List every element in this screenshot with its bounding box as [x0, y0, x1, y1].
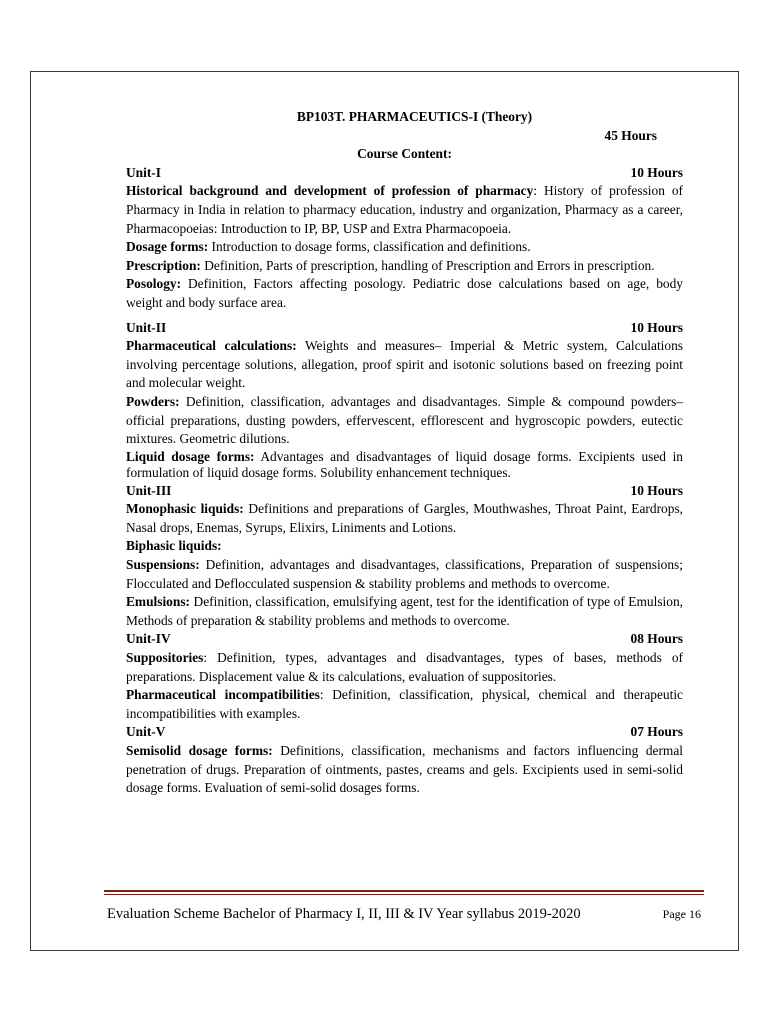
topic-paragraph	[126, 393, 683, 449]
topic-heading: Powders:	[126, 393, 180, 409]
unit-name: Unit-V	[126, 724, 166, 740]
topic-text: Introduction to dosage forms, classification and definitions.	[208, 239, 531, 255]
topic-heading: Suspensions:	[126, 557, 200, 573]
topic-heading: Pharmaceutical incompatibilities	[126, 687, 320, 703]
topic-heading: Historical background and development of profession of pharmacy	[126, 183, 534, 199]
topic-paragraph	[126, 500, 683, 537]
footer-rule	[104, 890, 704, 892]
footer-scheme-text: Evaluation Scheme Bachelor of Pharmacy I, II, III & IV Year syllabus 2019-2020	[107, 906, 581, 922]
unit-hours: 07 Hours	[630, 724, 683, 740]
topic-text: : Definition, types, advantages and disadvantages, types of bases, methods of preparations. Displacement value & its calculations, evaluation of suppositories.	[126, 650, 683, 684]
topic-heading: Pharmaceutical calculations:	[126, 338, 297, 354]
topic-heading: Prescription:	[126, 257, 201, 273]
unit-name: Unit-II	[126, 319, 167, 335]
topic-text: Weights and measures– Imperial & Metric system, Calculations involving percentage solutions, allegation, proof spirit and isotonic solutions based on freezing point and molecular weight.	[126, 338, 683, 391]
topic-paragraph	[126, 257, 683, 276]
unit-hours: 08 Hours	[630, 631, 683, 647]
topic-text: Definition, Parts of prescription, handling of Prescription and Errors in prescription.	[200, 257, 655, 273]
unit-header	[126, 723, 683, 742]
topic-paragraph	[126, 556, 683, 593]
topic-heading: Posology:	[126, 276, 182, 292]
topic-paragraph	[126, 649, 683, 686]
topic-heading: Biphasic liquids:	[126, 538, 222, 554]
topic-text: : History of profession of Pharmacy in India in relation to pharmacy education, industry and organization, Pharmacy as a career, Pharmacopoeias: Introduction to IP, BP, USP and Extra Pharmacopoeia.	[126, 183, 683, 236]
unit-header	[126, 164, 683, 183]
page-footer	[107, 906, 701, 923]
topic-heading: Monophasic liquids:	[126, 501, 244, 517]
unit-header	[126, 630, 683, 649]
unit-name: Unit-I	[126, 164, 161, 180]
topic-text: Definition, advantages and disadvantages, classifications, Preparation of suspensions; Flocculated and Deflocculated suspension & stability problems and methods to overcome.	[126, 557, 683, 591]
unit-header	[126, 319, 683, 338]
unit-hours: 10 Hours	[630, 482, 683, 498]
unit-name: Unit-III	[126, 482, 172, 498]
topic-text: Definitions and preparations of Gargles, Mouthwashes, Throat Paint, Eardrops, Nasal drops, Enemas, Syrups, Elixirs, Liniments and Lotions.	[126, 501, 683, 535]
unit-hours: 10 Hours	[630, 164, 683, 180]
course-content-heading: Course Content:	[357, 146, 452, 162]
topic-paragraph	[126, 449, 683, 482]
footer-rule	[104, 894, 704, 895]
topic-paragraph	[126, 742, 683, 798]
topic-paragraph	[126, 238, 683, 257]
topic-text: Definition, classification, emulsifying agent, test for the identification of type of Emulsion, Methods of preparation & stability problems and methods to overcome.	[126, 594, 683, 628]
topic-paragraph	[126, 275, 683, 312]
syllabus-content	[126, 108, 683, 798]
topic-text: Definition, classification, advantages and disadvantages. Simple & compound powders– official preparations, dusting powders, effervescent, efflorescent and hygroscopic powders, eutectic mixtures. Geometric dilutions.	[126, 393, 683, 447]
topic-paragraph	[126, 337, 683, 393]
topic-paragraph	[126, 686, 683, 723]
topic-heading: Semisolid dosage forms:	[126, 743, 273, 758]
topic-heading: Liquid dosage forms:	[126, 448, 255, 464]
topic-text: Advantages and disadvantages of liquid dosage forms. Excipients used in formulation of liquid dosage forms. Solubility enhancement techniques.	[126, 448, 683, 481]
topic-text: : Definition, classification, physical, chemical and therapeutic incompatibilities with examples.	[126, 687, 683, 721]
topic-heading: Emulsions:	[126, 594, 190, 610]
topic-paragraph	[126, 182, 683, 238]
topic-heading: Suppositories	[126, 650, 204, 666]
unit-hours: 10 Hours	[630, 319, 683, 335]
topic-text: Definitions, classification, mechanisms and factors influencing dermal penetration of drugs. Preparation of ointments, pastes, creams and gels. Excipients used in semi-solid dosage forms. Evaluation of semi-solid dosages forms.	[126, 743, 683, 796]
unit-header	[126, 482, 683, 501]
course-title: BP103T. PHARMACEUTICS-I (Theory)	[296, 109, 533, 124]
topic-heading: Dosage forms:	[126, 239, 209, 255]
topic-paragraph	[126, 537, 683, 556]
page-number: Page 16	[662, 907, 701, 921]
total-hours: 45 Hours	[604, 127, 657, 143]
unit-name: Unit-IV	[126, 631, 171, 647]
topic-text: Definition, Factors affecting posology. Pediatric dose calculations based on age, body weight and body surface area.	[126, 276, 683, 310]
topic-paragraph	[126, 593, 683, 630]
